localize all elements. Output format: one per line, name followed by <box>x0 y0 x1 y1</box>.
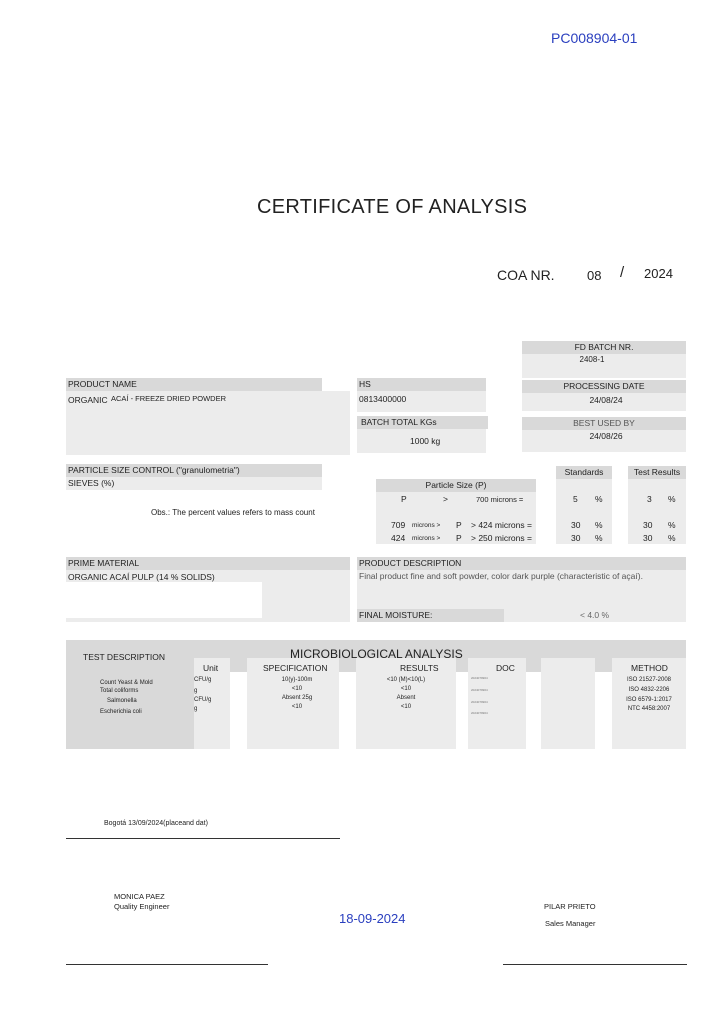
particle-row-std: 30 <box>571 520 581 530</box>
product-name-label: PRODUCT NAME <box>66 378 322 391</box>
particle-row-res: 3 <box>647 494 652 504</box>
product-description-label: PRODUCT DESCRIPTION <box>357 557 686 570</box>
coa-label: COA NR. <box>497 267 555 283</box>
particle-row-std: 30 <box>571 533 581 543</box>
particle-row-op: P <box>456 520 462 530</box>
batch-total-label: BATCH TOTAL KGs <box>357 416 488 429</box>
hs-label: HS <box>357 378 486 391</box>
particle-row-res: 30 <box>643 533 653 543</box>
particle-row-std-unit: % <box>595 494 603 504</box>
sieves-label: SIEVES (%) <box>66 477 322 490</box>
particle-row-b: microns > <box>412 535 441 542</box>
right-signer-name: PILAR PRIETO <box>544 902 596 911</box>
micro-row-test: Salmonella <box>107 698 137 704</box>
particle-row-c: > 424 microns = <box>471 520 532 530</box>
micro-header-results: RESULTS <box>400 663 439 673</box>
hs-value: 0813400000 <box>359 394 407 404</box>
particle-row-a: 709 <box>391 520 406 530</box>
micro-row-spec: <10 <box>291 686 303 692</box>
particle-row-a: 424 <box>391 533 406 543</box>
micro-row-doc: 2024079904 <box>471 676 488 680</box>
micro-row-test: Count Yeast & Mold <box>100 680 153 686</box>
particle-row-a: P <box>401 494 407 504</box>
particle-size-header: Particle Size (P) <box>376 479 536 492</box>
particle-row-res-unit: % <box>668 533 676 543</box>
prime-material-white <box>66 582 262 618</box>
micro-row-doc: 2024079904 <box>471 700 488 704</box>
final-moisture-value: < 4.0 % <box>580 610 610 620</box>
micro-gap-column <box>541 658 595 749</box>
right-signature-line <box>503 964 687 965</box>
product-description-value: Final product fine and soft powder, color dark purple (characteristic of açaí). <box>359 571 643 581</box>
fd-batch-label: FD BATCH NR. <box>522 341 686 354</box>
results-box <box>628 479 686 544</box>
left-signature-line <box>66 964 268 965</box>
particle-row-c: 700 microns = <box>476 495 524 504</box>
micro-header-spec: SPECIFICATION <box>263 663 328 673</box>
micro-row-method: ISO 6579-1:2017 <box>626 697 672 703</box>
particle-row-res-unit: % <box>668 494 676 504</box>
obs-note: Obs.: The percent values refers to mass count <box>151 508 315 517</box>
document-title: CERTIFICATE OF ANALYSIS <box>257 196 528 218</box>
prime-material-value: ORGANIC ACAÍ PULP (14 % SOLIDS) <box>68 572 215 582</box>
micro-row-unit: CFU/g <box>194 697 212 703</box>
product-name-value: ACAÍ - FREEZE DRIED POWDER <box>111 394 227 403</box>
micro-row-result: <10 (M)<10(L) <box>386 677 426 683</box>
particle-size-label: PARTICLE SIZE CONTROL ("granulometria") <box>66 464 322 477</box>
particle-row-std: 5 <box>573 494 578 504</box>
micro-row-spec: <10 <box>291 704 303 710</box>
micro-header-test: TEST DESCRIPTION <box>83 652 166 662</box>
test-results-label: Test Results <box>628 466 686 479</box>
micro-title: MICROBIOLOGICAL ANALYSIS <box>290 647 463 661</box>
right-signer-role: Sales Manager <box>545 919 596 928</box>
particle-row-res-unit: % <box>668 520 676 530</box>
final-moisture-label: FINAL MOISTURE: <box>357 609 504 622</box>
batch-total-value: 1000 kg <box>410 436 441 446</box>
micro-row-doc: 2024079904 <box>471 688 488 692</box>
micro-header-unit: Unit <box>203 663 219 673</box>
processing-date-value: 24/08/24 <box>589 395 623 405</box>
micro-row-method: NTC 4458:2007 <box>627 706 671 712</box>
micro-row-doc: 2024079904 <box>471 711 488 715</box>
micro-row-unit: g <box>194 706 198 712</box>
coa-slash: / <box>620 264 625 281</box>
place-date: Bogotá 13/09/2024(placeand dat) <box>104 820 208 827</box>
particle-row-std-unit: % <box>595 533 603 543</box>
fd-batch-value: 2408-1 <box>579 355 605 364</box>
micro-row-method: ISO 4832-2206 <box>628 687 670 693</box>
best-used-by-label: BEST USED BY <box>522 417 686 430</box>
left-signer-role: Quality Engineer <box>114 902 170 911</box>
coa-number: 08 <box>587 268 602 283</box>
standards-label: Standards <box>556 466 612 479</box>
product-name-prefix: ORGANIC <box>68 395 108 405</box>
particle-row-op: P <box>456 533 462 543</box>
prime-material-label: PRIME MATERIAL <box>66 557 350 570</box>
particle-row-std-unit: % <box>595 520 603 530</box>
particle-row-b: microns > <box>412 522 441 529</box>
micro-row-unit: g <box>194 688 198 694</box>
micro-row-method: ISO 21527-2008 <box>626 677 672 683</box>
left-signer-name: MONICA PAEZ <box>114 892 165 901</box>
micro-row-result: <10 <box>400 704 412 710</box>
place-date-line <box>66 838 340 839</box>
stamp-date: 18-09-2024 <box>339 911 406 926</box>
standards-box <box>556 479 612 544</box>
particle-row-op: > <box>443 494 448 504</box>
micro-row-spec: Absent 25g <box>281 695 313 701</box>
particle-row-c: > 250 microns = <box>471 533 532 543</box>
processing-date-label: PROCESSING DATE <box>522 380 686 393</box>
micro-row-test: Escherichia coli <box>100 709 142 715</box>
micro-header-doc: DOC <box>496 663 515 673</box>
micro-row-test: Total coliforms <box>100 688 139 694</box>
micro-row-result: Absent <box>396 695 416 701</box>
coa-year: 2024 <box>644 266 673 281</box>
micro-row-result: <10 <box>400 686 412 692</box>
micro-row-unit: CFU/g <box>194 677 212 683</box>
micro-row-spec: 10(y)-100m <box>281 677 313 683</box>
best-used-by-value: 24/08/26 <box>589 431 623 441</box>
micro-header-method: METHOD <box>631 663 668 673</box>
particle-row-res: 30 <box>643 520 653 530</box>
document-code: PC008904-01 <box>551 30 638 46</box>
